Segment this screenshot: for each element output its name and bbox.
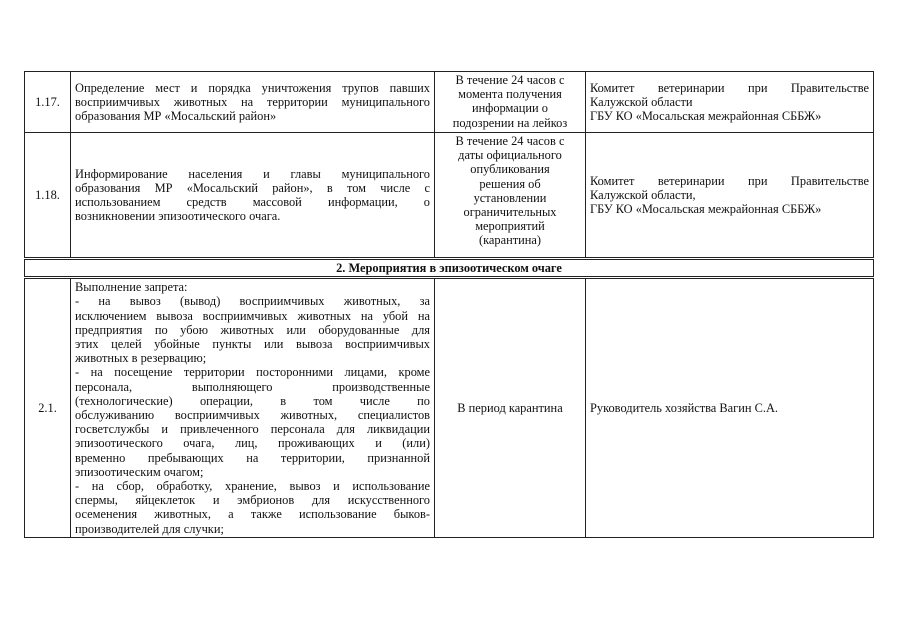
row-term [435, 72, 586, 133]
text-line: исключением вывоза восприимчивых животных на убой на [75, 308, 430, 323]
row-description [71, 72, 435, 133]
text-line: Комитет ветеринарии при Правительстве [590, 80, 869, 95]
text-line: образования МР «Мосальский район», в том числе с [75, 180, 430, 195]
text-line: даты официального [458, 148, 562, 163]
text-line: обслуживанию восприимчивых животных, специалистов [75, 408, 430, 423]
row-responsible [586, 133, 874, 259]
text-line: использованием средств массовой информации, о [75, 195, 430, 209]
text-line: В течение 24 часов с [455, 134, 565, 148]
row-term: В период карантина [435, 278, 586, 538]
text-line: Определение мест и порядка уничтожения трупов павших [75, 80, 430, 95]
text-line: ГБУ КО «Мосальская межрайонная СББЖ» [590, 109, 822, 124]
row-description [71, 278, 435, 538]
text-line: предприятия по убою животных или оборудованные для [75, 322, 430, 337]
section-title: 2. Мероприятия в эпизоотическом очаге [25, 259, 874, 278]
text-line: спермы, яйцеклеток и эмбрионов для искусственного [75, 493, 430, 508]
text-line: образования МР «Мосальский район» [75, 109, 277, 124]
text-line: животных в резервацию; [75, 351, 207, 366]
row-number: 2.1. [25, 278, 71, 538]
section-header-row [25, 259, 874, 278]
text-line: опубликования [470, 162, 550, 177]
text-line: Калужской области, [590, 187, 696, 202]
text-line: информации о [472, 101, 548, 116]
text-line: этих целей убойные пункты или вывоза восприимчивых [75, 337, 430, 352]
row-responsible: Руководитель хозяйства Вагин С.А. [586, 278, 874, 538]
text-line: Калужской области [590, 94, 693, 109]
text-line: временно пребывающих на территории, признанной [75, 450, 430, 465]
text-line: В течение 24 часов с [455, 73, 565, 87]
text-line: решения об [479, 176, 541, 191]
text-line: Информирование населения и главы муниципального [75, 166, 430, 181]
table-row [25, 72, 874, 133]
text-line: - на сбор, обработку, хранение, вывоз и использование [75, 479, 430, 494]
row-description [71, 133, 435, 259]
text-line: восприимчивых животных на территории муниципального [75, 94, 430, 109]
text-line: ГБУ КО «Мосальская межрайонная СББЖ» [590, 202, 822, 217]
text-line: установлении [473, 190, 547, 205]
text-line: осеменения животных, а также использование быков- [75, 507, 430, 522]
text-line: Комитет ветеринарии при Правительстве [590, 173, 869, 188]
text-line: госветслужбы и привлеченного персонала для ликвидации [75, 422, 430, 437]
row-responsible [586, 72, 874, 133]
row-number: 1.17. [25, 72, 71, 133]
plan-table [24, 71, 874, 538]
text-line: возникновении эпизоотического очага. [75, 209, 281, 224]
text-line: момента получения [458, 87, 562, 102]
row-term [435, 133, 586, 259]
text-line: подозрении на лейкоз [452, 115, 568, 130]
text-line: производителей для случки; [75, 521, 224, 536]
text-line: персонала, выполняющего производственные [75, 379, 430, 394]
text-line: (карантина) [478, 233, 542, 248]
text-line: - на посещение территории посторонними лицами, кроме [75, 365, 430, 380]
text-line: Выполнение запрета: [75, 280, 188, 295]
text-line: (технологические) операции, в том числе по [75, 393, 430, 408]
text-line: эпизоотическим очагом; [75, 464, 204, 479]
text-line: - на вывоз (вывод) восприимчивых животных, за [75, 294, 430, 309]
text-line: ограничительных [463, 205, 557, 220]
row-number: 1.18. [25, 133, 71, 259]
table-row [25, 278, 874, 538]
text-line: эпизоотического очага, лиц, проживающих и (или) [75, 436, 430, 451]
table-row [25, 133, 874, 259]
text-line: мероприятий [475, 219, 545, 234]
